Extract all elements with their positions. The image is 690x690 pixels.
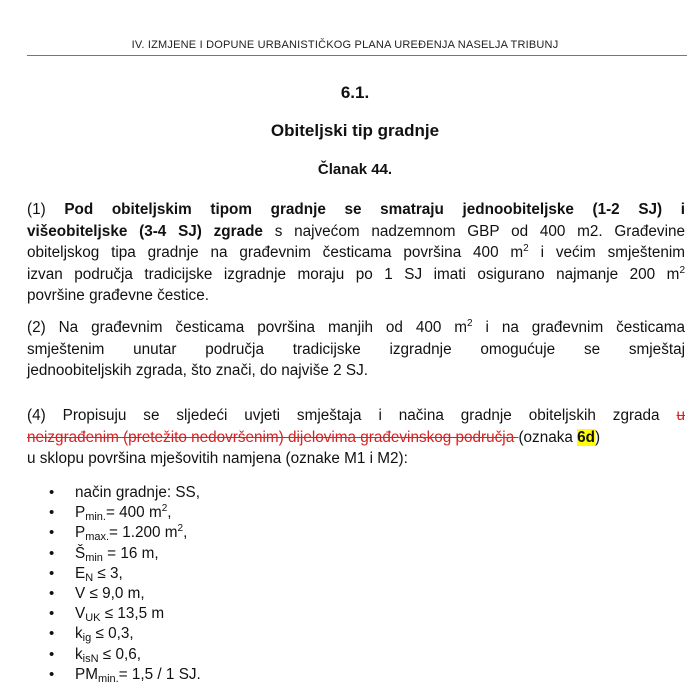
- paragraph-2-line-2: smještenim unutar područja tradicijske izgradnje omogućuje se smještaj: [27, 340, 685, 358]
- paragraph-4-line-3: u sklopu površina mješovitih namjena (oznake M1 i M2):: [27, 450, 408, 467]
- paragraph-1: [27, 199, 685, 307]
- bullet-icon: •: [49, 585, 55, 603]
- paragraph-1-line-5: površine građevne čestice.: [27, 287, 209, 304]
- paragraph-2-line-3: jednoobiteljskih zgrada, što znači, do najviše 2 SJ.: [27, 362, 368, 379]
- deleted-text: neizgrađenim (pretežito nedovršenim) dijelovima građevinskog područja: [27, 428, 519, 446]
- paragraph-4-line-2: neizgrađenim (pretežito nedovršenim) dijelovima građevinskog područja (oznaka 6d): [27, 428, 601, 446]
- bullet-icon: •: [49, 544, 55, 562]
- list-item: • $k_{ig} \le 0,3$,: [49, 625, 134, 645]
- bullet-icon: •: [49, 484, 55, 501]
- conditions-list: [49, 483, 201, 685]
- paragraph-1-line-2: višeobiteljske (3-4 SJ) zgrade s najvećom nadzemnom GBP od 400 m2. Građevine: [27, 222, 685, 240]
- bullet-icon: •: [49, 524, 55, 542]
- deleted-text: u: [676, 407, 685, 424]
- highlighted-zone-code: 6d: [577, 428, 595, 446]
- list-item: • $E_N \le 3$,: [49, 564, 123, 584]
- paragraph-1-line-3: obiteljskog tipa gradnje na građevnim česticama površina 400 $m^2$ i većim smještenim: [27, 243, 685, 261]
- list-item: • $PM_{min.}= 1,5 / 1$ SJ.: [49, 665, 201, 685]
- document-header: IV. IZMJENE I DOPUNE URBANISTIČKOG PLANA UREĐENJA NASELJA TRIBUNJ: [131, 39, 559, 51]
- list-item: • V ≤ 9,0 m,: [49, 584, 201, 604]
- section-title: Obiteljski tip gradnje: [270, 121, 440, 140]
- paragraph-4: [27, 405, 685, 470]
- list-item: • način gradnje: SS,: [49, 483, 201, 503]
- list-item: • $P_{min.}= 400$ $m^2$,: [49, 503, 172, 524]
- article-title: Članak 44.: [317, 161, 393, 178]
- bullet-icon: •: [49, 625, 55, 643]
- bullet-icon: •: [49, 645, 55, 663]
- bullet-icon: •: [49, 665, 55, 683]
- list-item: • $k_{isN} \le 0,6$,: [49, 645, 141, 665]
- list-item: • $P_{max.}= 1.200$ $m^2$,: [49, 523, 188, 544]
- list-item: • $V_{UK} \le 13,5$ m: [49, 605, 165, 625]
- section-number: 6.1.: [340, 83, 370, 102]
- list-item: • $Š_{min} = 16$ m,: [49, 544, 159, 564]
- paragraph-1-line-1: (1) Pod obiteljskim tipom gradnje se smatraju jednoobiteljske (1-2 SJ) i: [27, 201, 685, 218]
- paragraph-1-line-4: izvan područja tradicijske izgradnje moraju po 1 SJ imati osigurano najmanje 200 $m^2$: [27, 264, 685, 283]
- paragraph-2: [27, 317, 685, 382]
- header-divider: [27, 55, 687, 56]
- bullet-icon: •: [49, 605, 55, 623]
- paragraph-2-line-1: (2) Na građevnim česticama površina manjih od 400 $m^2$ i na građevnim česticama: [27, 318, 685, 336]
- paragraph-4-line-1: (4) Propisuju se sljedeći uvjeti smještaja i načina gradnje obiteljskih zgrada u: [27, 407, 685, 424]
- bullet-icon: •: [49, 564, 55, 582]
- bullet-icon: •: [49, 504, 55, 522]
